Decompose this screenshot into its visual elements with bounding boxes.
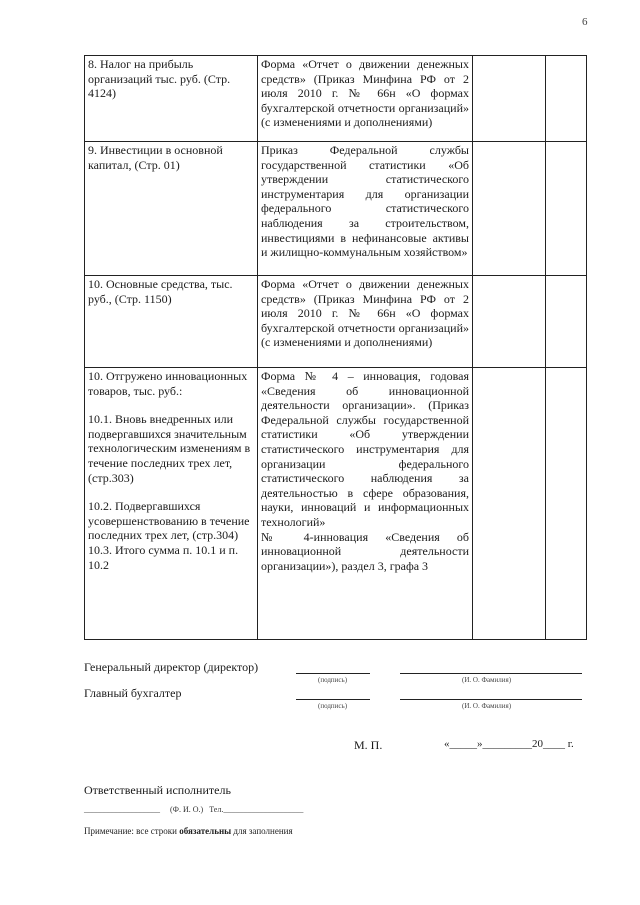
indicator-cell: 9. Инвестиции в основной капитал, (Стр. 01)	[85, 142, 258, 276]
accountant-label: Главный бухгалтер	[84, 686, 182, 700]
indicator-cell	[85, 368, 258, 640]
source-cell	[258, 368, 473, 640]
source-cell: Приказ Федеральной службы государственной статистики «Об утверждении статистического инструментария для организации федерального статистического наблюдения за строительством, инвестициями в нефинансовые активы и жилищно-коммунальным хозяйством»	[258, 142, 473, 276]
source-form-4-section: № 4-инновация «Сведения об инновационной деятельности организации»), раздел 3, графа 3	[261, 529, 469, 573]
value-cell	[473, 276, 546, 368]
item-10-2: 10.2. Подвергавшихся усовершенствованию в течение последних трех лет, (стр.304)	[88, 499, 250, 543]
table-row	[85, 142, 587, 276]
date-line: «_____»_________20____ г.	[444, 738, 574, 750]
note-bold: обязательны	[179, 826, 232, 836]
responsible-line: ___________________ (Ф. И. О.) Тел.____________________	[84, 805, 304, 814]
director-sign-line	[296, 673, 370, 674]
value-cell	[473, 368, 546, 640]
indicators-table	[84, 55, 587, 640]
source-cell: Форма «Отчет о движении денежных средств» (Приказ Минфина РФ от 2 июля 2010 г. № 66н «О формах бухгалтерской отчетности организаций» (с изменениями и дополнениями)	[258, 276, 473, 368]
value-cell	[546, 368, 587, 640]
accountant-name-caption: (И. О. Фамилия)	[462, 702, 512, 710]
stamp-place: М. П.	[354, 738, 383, 752]
table-row	[85, 368, 587, 640]
accountant-name-line	[400, 699, 582, 700]
source-cell: Форма «Отчет о движении денежных средств» (Приказ Минфина РФ от 2 июля 2010 г. № 66н «О формах бухгалтерской отчетности организаций» (с изменениями и дополнениями)	[258, 56, 473, 142]
value-cell	[473, 142, 546, 276]
accountant-sign-line	[296, 699, 370, 700]
indicator-cell: 10. Основные средства, тыс. руб., (Стр. 1150)	[85, 276, 258, 368]
note	[84, 826, 293, 836]
table-row	[85, 56, 587, 142]
responsible-label: Ответственный исполнитель	[84, 783, 231, 797]
value-cell	[546, 142, 587, 276]
director-label: Генеральный директор (директор)	[84, 660, 259, 674]
accountant-sign-caption: (подпись)	[318, 702, 348, 710]
indicator-cell: 8. Налог на прибыль организаций тыс. руб. (Стр. 4124)	[85, 56, 258, 142]
value-cell	[473, 56, 546, 142]
value-cell	[546, 56, 587, 142]
director-sign-caption: (подпись)	[318, 676, 348, 684]
director-name-caption: (И. О. Фамилия)	[462, 676, 512, 684]
table-row	[85, 276, 587, 368]
source-form-4: Форма № 4 – инновация, годовая «Сведения об инновационной деятельности организации». (Приказ Федеральной службы государственной статистики «Об утверждении статистического инструментария для организации федерального статистического наблюдения за деятельностью в сфере образования, науки, инноваций и информационных технологий»	[261, 369, 469, 529]
item-10-3: 10.3. Итого сумма п. 10.1 и п. 10.2	[88, 542, 239, 572]
note-suffix: для заполнения	[231, 826, 293, 836]
value-cell	[546, 276, 587, 368]
director-name-line	[400, 673, 582, 674]
note-prefix: Примечание: все строки	[84, 826, 180, 836]
page-number: 6	[582, 16, 588, 28]
innovative-goods-title: 10. Отгружено инновационных товаров, тыс. руб.:	[88, 369, 248, 398]
item-10-1: 10.1. Вновь внедренных или подвергавшихся значительным технологическим изменениям в течение последних трех лет, (стр.303)	[88, 412, 251, 485]
